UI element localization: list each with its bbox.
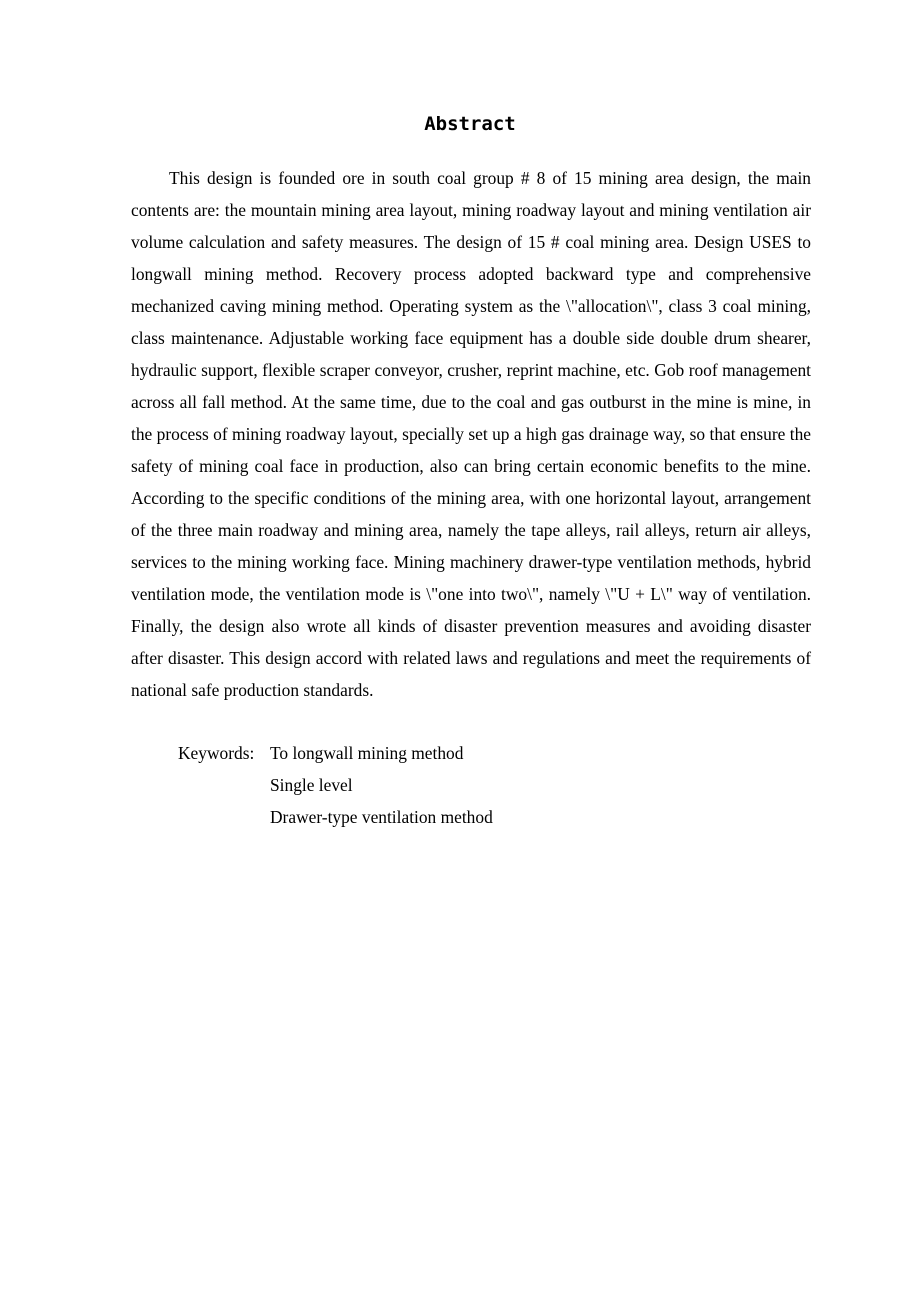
keywords-label: Keywords: [178, 743, 255, 763]
keyword-row [178, 737, 493, 769]
keywords-section [178, 737, 493, 833]
abstract-body: This design is founded ore in south coal group # 8 of 15 mining area design, the main contents are: the mountain mining area layout, mining roadway layout and mining ventilation air volume calculation and safety measures. The design of 15 # coal mining area. Design USES to longwall mining method. Recovery process adopted backward type and comprehensive mechanized caving mining method. Operating system as the \"allocation\", class 3 coal mining, class maintenance. Adjustable working face equipment has a double side double drum shearer, hydraulic support, flexible scraper conveyor, crusher, reprint machine, etc. Gob roof management across all fall method. At the same time, due to the coal and gas outburst in the mine is mine, in the process of mining roadway layout, specially set up a high gas drainage way, so that ensure the safety of mining coal face in production, also can bring certain economic benefits to the mine. According to the specific conditions of the mining area, with one horizontal layout, arrangement of the three main roadway and mining area, namely the tape alleys, rail alleys, return air alleys, services to the mining working face. Mining machinery drawer-type ventilation methods, hybrid ventilation mode, the ventilation mode is \"one into two\", namely \"U + L\" way of ventilation. Finally, the design also wrote all kinds of disaster prevention measures and avoiding disaster after disaster. This design accord with related laws and regulations and meet the requirements of national safe production standards. [131, 168, 811, 700]
keyword-item: To longwall mining method [270, 743, 464, 763]
keyword-item: Drawer-type ventilation method [270, 807, 493, 827]
keyword-item: Single level [270, 775, 353, 795]
keyword-row [178, 801, 493, 833]
keyword-row [178, 769, 493, 801]
abstract-title: Abstract [424, 113, 516, 135]
